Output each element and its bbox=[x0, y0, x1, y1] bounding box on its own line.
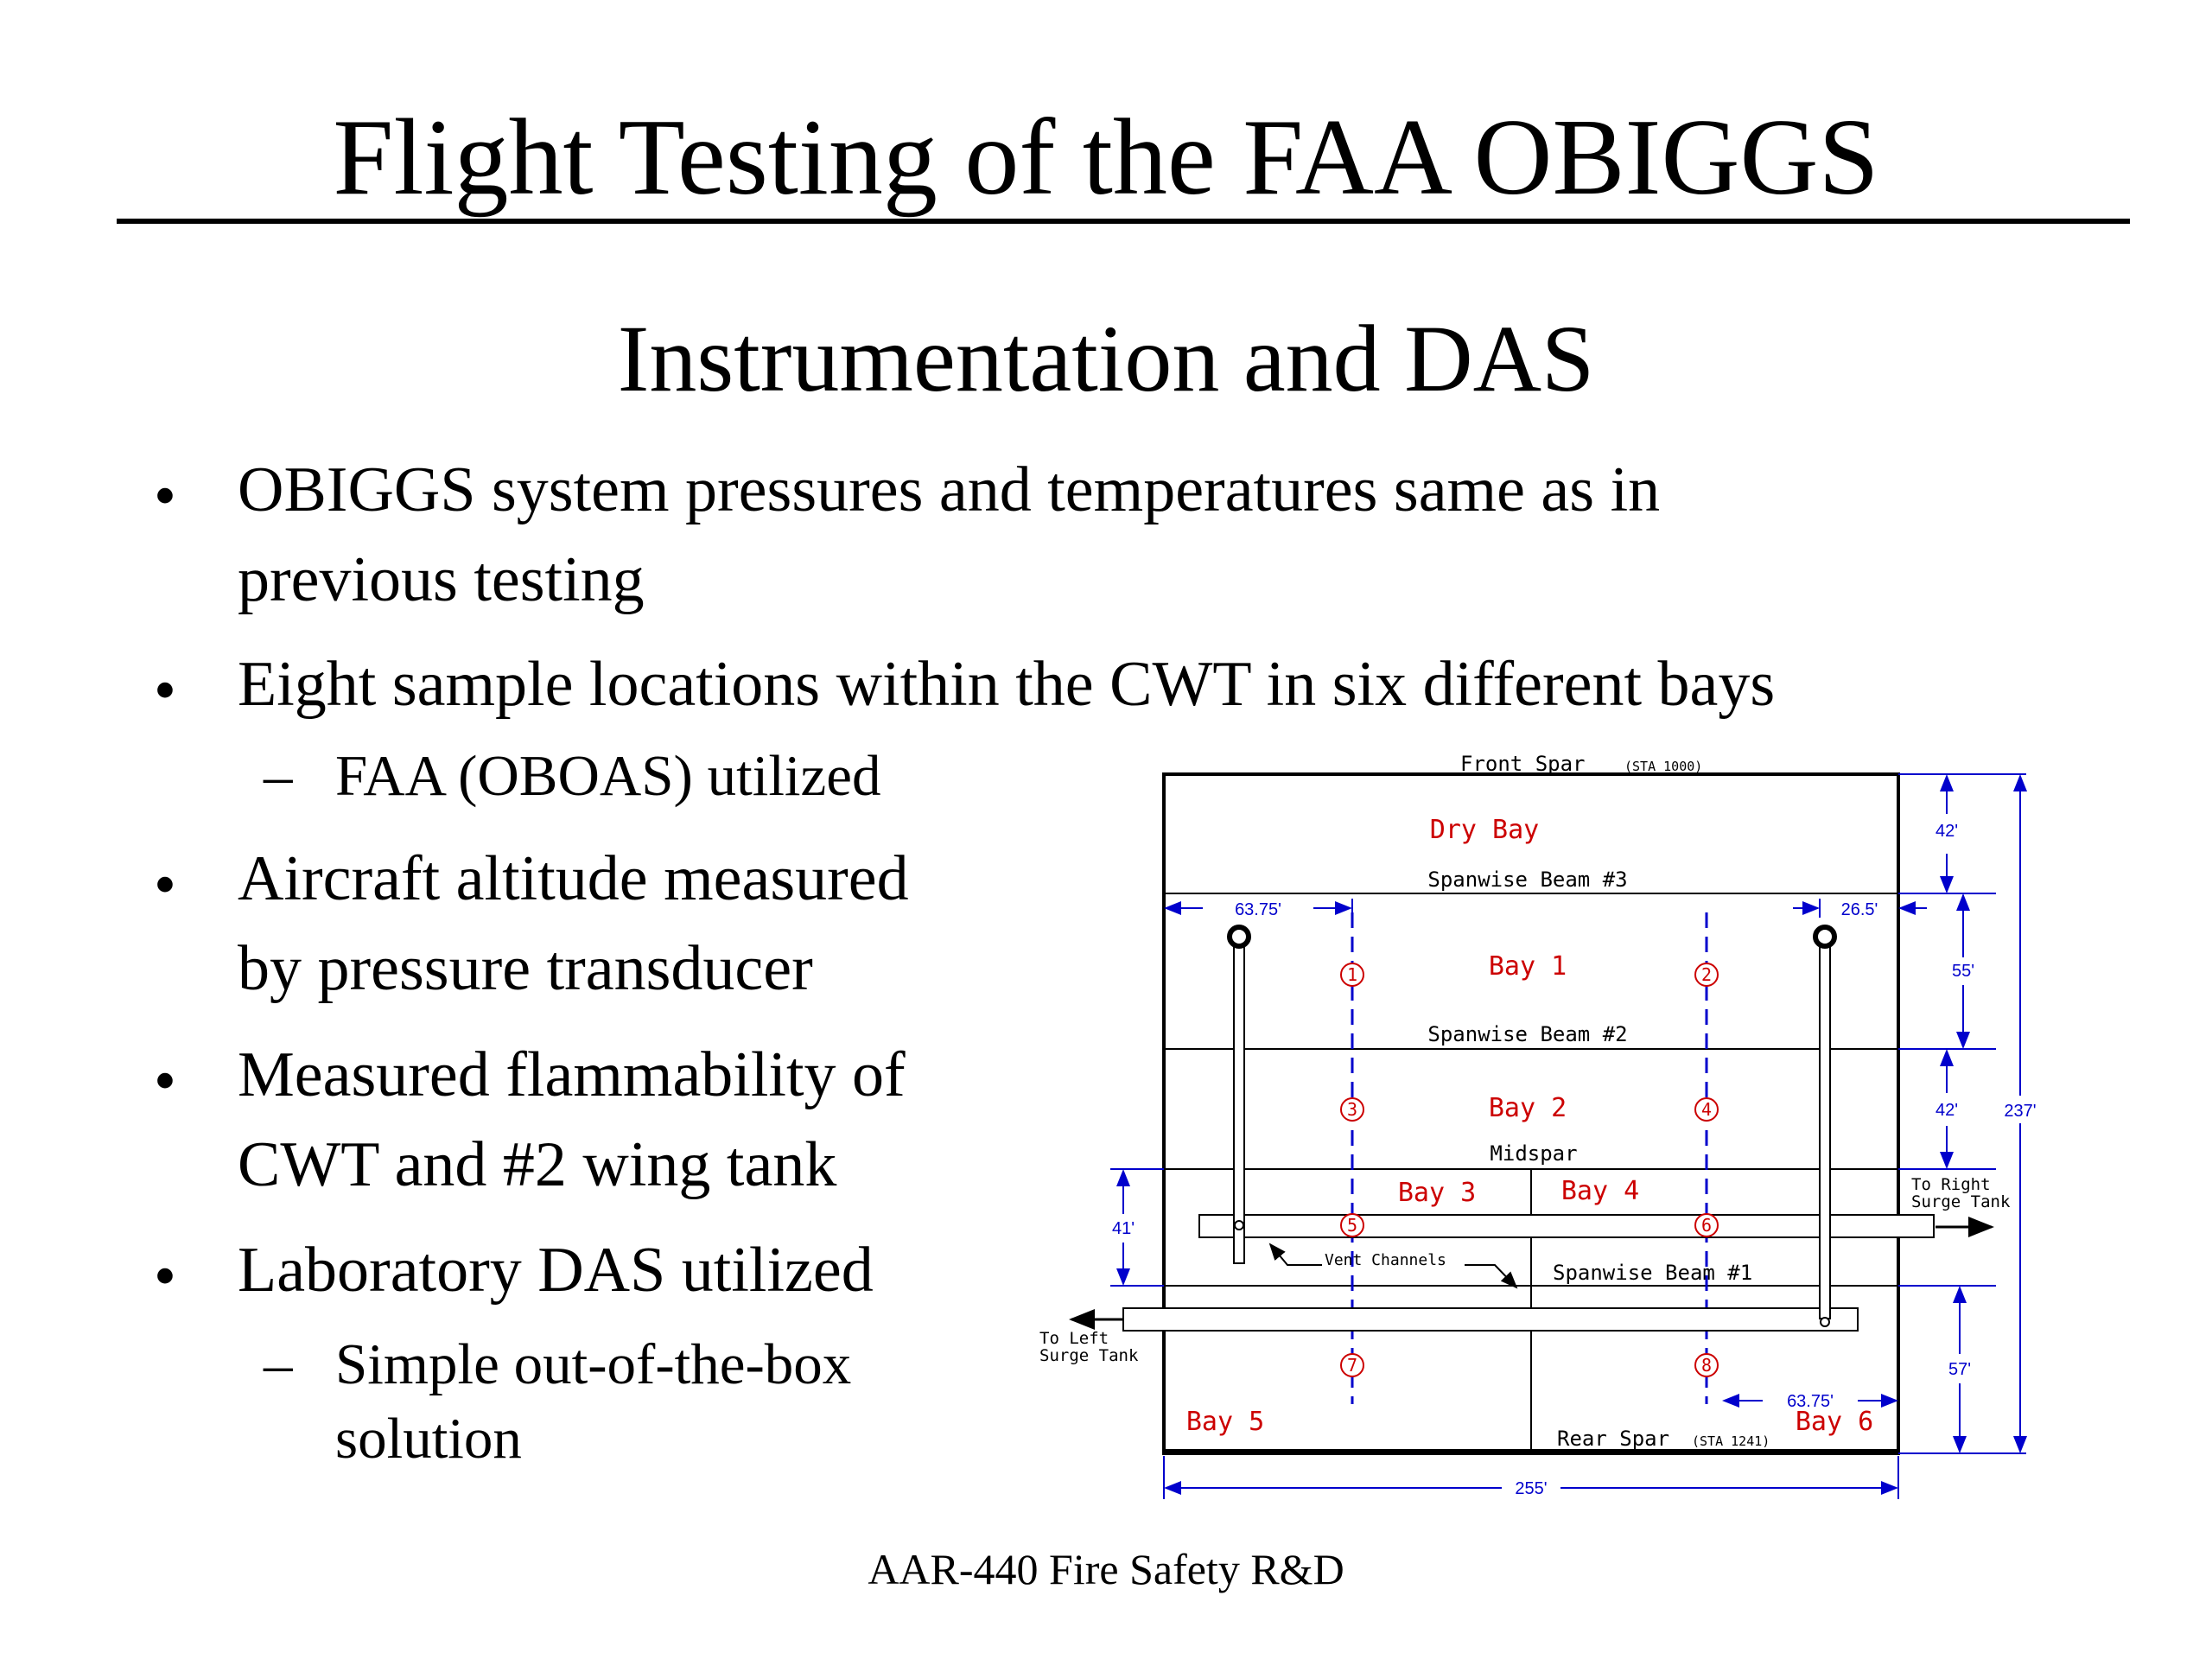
vent-inlet-left bbox=[1230, 927, 1249, 946]
sample-point-7: 7 bbox=[1346, 1355, 1358, 1376]
dry-bay-label: Dry Bay bbox=[1429, 815, 1540, 845]
sub-bullet-5-line-2: solution bbox=[335, 1407, 522, 1471]
spanwise-beam-3-label: Spanwise Beam #3 bbox=[1427, 868, 1628, 892]
front-spar-sta-label: (STA 1000) bbox=[1624, 759, 1703, 774]
dim-42-mid: 42' bbox=[1935, 1101, 1959, 1120]
to-right-surge-label-2: Surge Tank bbox=[1911, 1192, 2011, 1211]
vent-pipe-right bbox=[1820, 938, 1830, 1319]
midspar-label: Midspar bbox=[1490, 1141, 1578, 1166]
bullet-1-line-2: previous testing bbox=[238, 544, 645, 615]
vent-channel-lower bbox=[1123, 1308, 1858, 1331]
bay-5-label: Bay 5 bbox=[1185, 1407, 1265, 1437]
sample-point-5: 5 bbox=[1346, 1215, 1358, 1236]
bay-3-label: Bay 3 bbox=[1397, 1178, 1477, 1208]
sample-point-6: 6 bbox=[1700, 1215, 1713, 1236]
rear-spar-label: Rear Spar bbox=[1557, 1427, 1670, 1451]
dim-255: 255' bbox=[1515, 1479, 1548, 1498]
bullet-marker: • bbox=[154, 849, 176, 920]
dim-42-top: 42' bbox=[1935, 822, 1959, 841]
dim-41: 41' bbox=[1111, 1219, 1135, 1238]
vent-inlet-right bbox=[1815, 927, 1834, 946]
sample-point-4: 4 bbox=[1700, 1099, 1713, 1120]
bullet-2-line-1: Eight sample locations within the CWT in six different bays bbox=[238, 649, 1776, 720]
to-left-surge-label-1: To Left bbox=[1039, 1329, 1109, 1348]
slide-subtitle: Instrumentation and DAS bbox=[617, 306, 1595, 411]
bay-2-label: Bay 2 bbox=[1488, 1093, 1567, 1123]
bullet-3-line-2: by pressure transducer bbox=[238, 933, 813, 1004]
sample-point-1: 1 bbox=[1346, 964, 1358, 985]
sub-bullet-5-line-1: Simple out-of-the-box bbox=[335, 1332, 852, 1396]
to-left-surge-label-2: Surge Tank bbox=[1039, 1346, 1139, 1365]
rear-spar-sta-label: (STA 1241) bbox=[1692, 1433, 1770, 1449]
dim-63-75-top: 63.75' bbox=[1235, 900, 1281, 919]
dim-26-5: 26.5' bbox=[1840, 900, 1878, 919]
dim-237: 237' bbox=[2004, 1102, 2037, 1121]
bullet-marker: • bbox=[154, 1046, 176, 1116]
bullet-1-line-1: OBIGGS system pressures and temperatures same as in bbox=[238, 454, 1661, 525]
bay-6-label: Bay 6 bbox=[1795, 1407, 1874, 1437]
vent-channels-label: Vent Channels bbox=[1325, 1251, 1446, 1269]
front-spar-label: Front Spar bbox=[1460, 752, 1586, 776]
spanwise-beam-2-label: Spanwise Beam #2 bbox=[1427, 1022, 1628, 1046]
vent-pipe-left bbox=[1234, 938, 1244, 1263]
bullet-4-line-1: Measured flammability of bbox=[238, 1039, 906, 1110]
dim-55: 55' bbox=[1951, 962, 1975, 981]
bullet-marker: • bbox=[154, 1241, 176, 1312]
bullet-3-line-1: Aircraft altitude measured bbox=[238, 843, 909, 914]
bullet-marker: • bbox=[154, 461, 176, 531]
spanwise-beam-1-label: Spanwise Beam #1 bbox=[1553, 1261, 1753, 1285]
slide-footer: AAR-440 Fire Safety R&D bbox=[868, 1545, 1344, 1593]
sample-point-8: 8 bbox=[1700, 1355, 1713, 1376]
sub-bullet-2-line-1: FAA (OBOAS) utilized bbox=[335, 744, 881, 808]
bullet-marker: • bbox=[154, 655, 176, 726]
sample-point-3: 3 bbox=[1346, 1099, 1358, 1120]
sub-bullet-marker: – bbox=[264, 1332, 293, 1396]
bullet-4-line-2: CWT and #2 wing tank bbox=[238, 1129, 837, 1200]
bay-1-label: Bay 1 bbox=[1488, 951, 1567, 982]
to-right-surge-label-1: To Right bbox=[1911, 1175, 1991, 1194]
sub-bullet-marker: – bbox=[264, 744, 293, 808]
dim-57: 57' bbox=[1948, 1360, 1972, 1379]
dim-63-75-bottom: 63.75' bbox=[1787, 1392, 1834, 1411]
bay-4-label: Bay 4 bbox=[1560, 1176, 1640, 1206]
bullet-5-line-1: Laboratory DAS utilized bbox=[238, 1235, 874, 1306]
sample-point-2: 2 bbox=[1700, 964, 1713, 985]
slide-title: Flight Testing of the FAA OBIGGS bbox=[333, 98, 1879, 218]
